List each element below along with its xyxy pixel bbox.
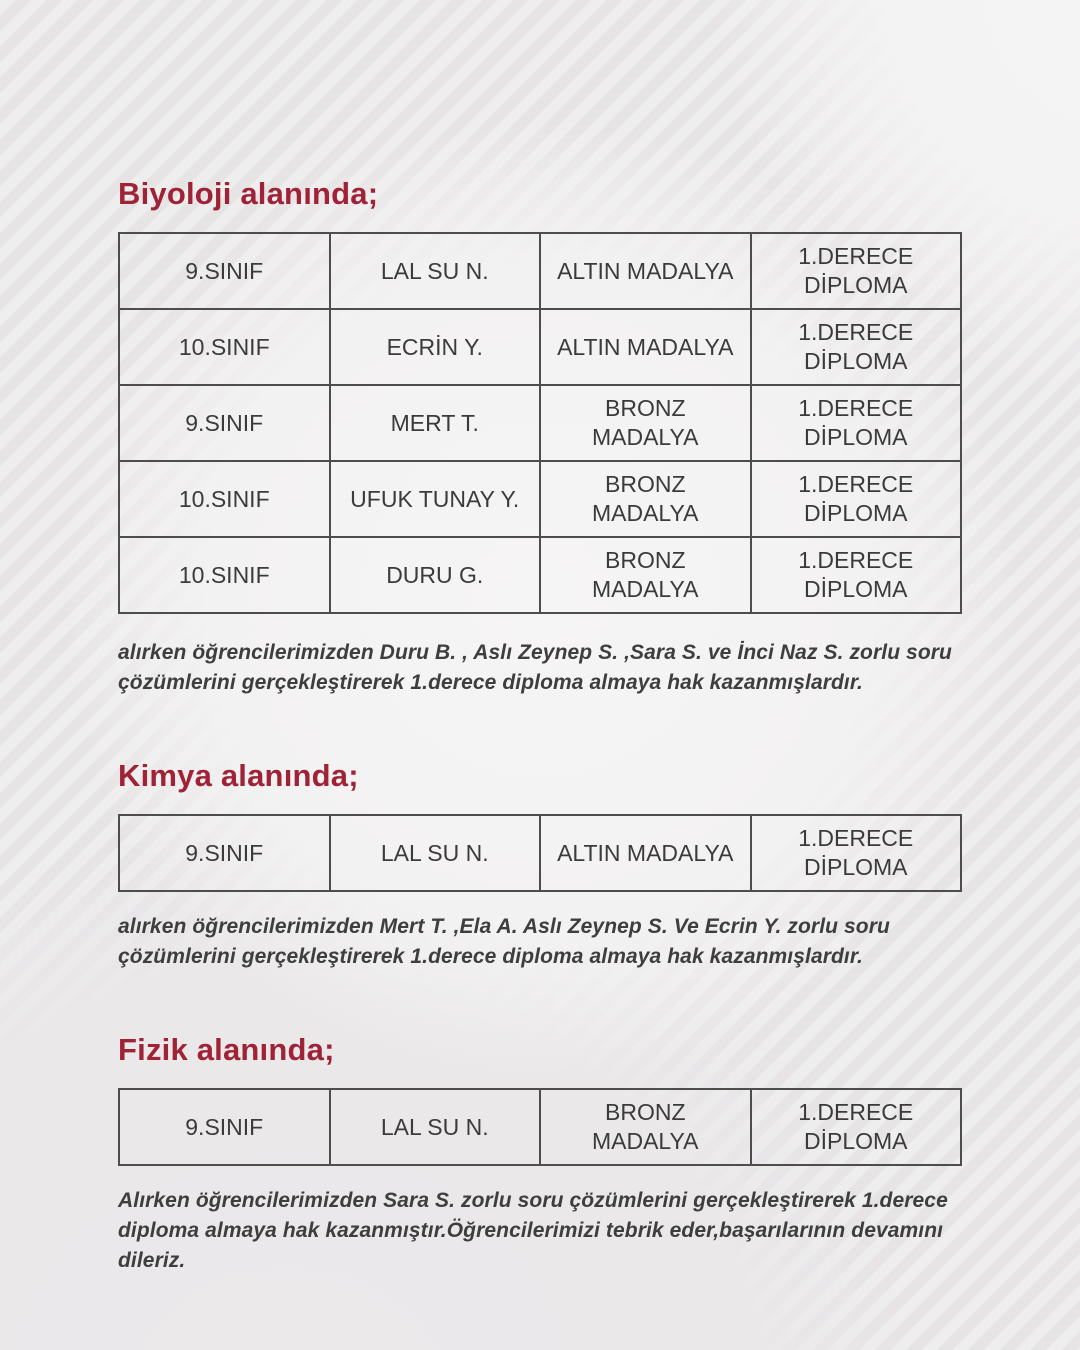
table-cell: ALTIN MADALYA (540, 309, 751, 385)
table-cell: BRONZ MADALYA (540, 537, 751, 613)
table-cell: 10.SINIF (119, 309, 330, 385)
table-cell: DURU G. (330, 537, 541, 613)
table-row (119, 461, 961, 537)
content-column (118, 0, 962, 1276)
table-cell: 10.SINIF (119, 537, 330, 613)
table-cell: ALTIN MADALYA (540, 233, 751, 309)
table-row (119, 233, 961, 309)
table-cell: 1.DERECE DİPLOMA (751, 233, 962, 309)
table-row (119, 537, 961, 613)
table-cell: 9.SINIF (119, 233, 330, 309)
table-cell: 1.DERECE DİPLOMA (751, 815, 962, 891)
results-table-chemistry (118, 814, 962, 892)
table-cell: BRONZ MADALYA (540, 385, 751, 461)
table-cell: BRONZ MADALYA (540, 461, 751, 537)
table-row (119, 815, 961, 891)
note-biology: alırken öğrencilerimizden Duru B. , Aslı Zeynep S. ,Sara S. ve İnci Naz S. zorlu soru çözümlerini gerçekleştirerek 1.derece diploma almaya hak kazanmışlardır. (118, 641, 952, 694)
table-row (119, 1089, 961, 1165)
section-heading-biology: Biyoloji alanında; (118, 176, 379, 211)
table-cell: ECRİN Y. (330, 309, 541, 385)
table-cell: MERT T. (330, 385, 541, 461)
table-cell: 9.SINIF (119, 815, 330, 891)
table-cell: 1.DERECE DİPLOMA (751, 309, 962, 385)
results-table-biology (118, 232, 962, 614)
table-cell: 1.DERECE DİPLOMA (751, 385, 962, 461)
table-cell: 9.SINIF (119, 1089, 330, 1165)
table-cell: LAL SU N. (330, 1089, 541, 1165)
table-row (119, 309, 961, 385)
table-cell: 1.DERECE DİPLOMA (751, 537, 962, 613)
table-cell: 1.DERECE DİPLOMA (751, 1089, 962, 1165)
table-cell: 1.DERECE DİPLOMA (751, 461, 962, 537)
section-heading-chemistry: Kimya alanında; (118, 758, 359, 793)
table-cell: 10.SINIF (119, 461, 330, 537)
table-cell: ALTIN MADALYA (540, 815, 751, 891)
section-heading-physics: Fizik alanında; (118, 1032, 335, 1067)
table-cell: LAL SU N. (330, 233, 541, 309)
results-table-physics (118, 1088, 962, 1166)
table-row (119, 385, 961, 461)
note-physics: Alırken öğrencilerimizden Sara S. zorlu soru çözümlerini gerçekleştirerek 1.derece diploma almaya hak kazanmıştır.Öğrencilerimizi tebrik eder,başarılarının devamını dileriz. (118, 1189, 948, 1272)
note-chemistry: alırken öğrencilerimizden Mert T. ,Ela A. Aslı Zeynep S. Ve Ecrin Y. zorlu soru çözümlerini gerçekleştirerek 1.derece diploma almaya hak kazanmışlardır. (118, 915, 890, 968)
table-cell: UFUK TUNAY Y. (330, 461, 541, 537)
table-cell: 9.SINIF (119, 385, 330, 461)
table-cell: LAL SU N. (330, 815, 541, 891)
table-cell: BRONZ MADALYA (540, 1089, 751, 1165)
